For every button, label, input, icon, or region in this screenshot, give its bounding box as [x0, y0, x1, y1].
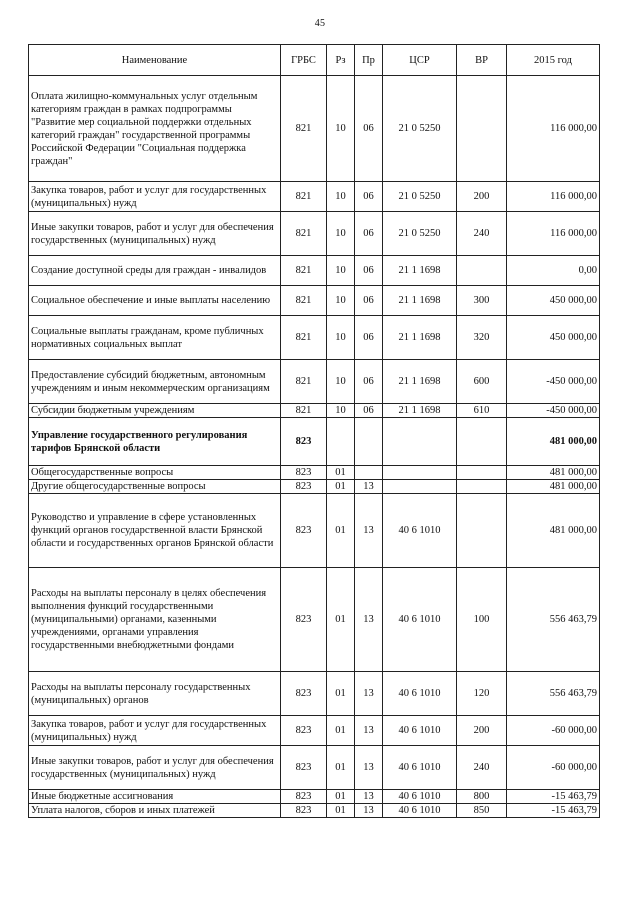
- cell-pr: 06: [355, 404, 383, 418]
- table-row: [29, 790, 600, 804]
- cell-pr: 13: [355, 804, 383, 818]
- cell-rz: 10: [327, 182, 355, 212]
- table-row: [29, 466, 600, 480]
- cell-pr: [355, 418, 383, 466]
- table-row: [29, 404, 600, 418]
- cell-vr: 850: [457, 804, 507, 818]
- cell-csr: 21 1 1698: [383, 360, 457, 404]
- header-year: 2015 год: [507, 45, 600, 76]
- cell-pr: 06: [355, 316, 383, 360]
- cell-csr: [383, 480, 457, 494]
- cell-grbs: 821: [281, 360, 327, 404]
- table-row: [29, 746, 600, 790]
- cell-grbs: 823: [281, 480, 327, 494]
- cell-rz: 10: [327, 256, 355, 286]
- cell-name: Субсидии бюджетным учреждениям: [29, 404, 281, 418]
- budget-table: [28, 44, 600, 818]
- cell-amount: 481 000,00: [507, 418, 600, 466]
- cell-grbs: 821: [281, 182, 327, 212]
- cell-grbs: 823: [281, 716, 327, 746]
- cell-name: Руководство и управление в сфере установленных функций органов государственной власти Брянской области и государственных органов Брянской области: [29, 494, 281, 568]
- cell-vr: [457, 466, 507, 480]
- table-row: [29, 286, 600, 316]
- cell-name: Социальные выплаты гражданам, кроме публичных нормативных социальных выплат: [29, 316, 281, 360]
- cell-grbs: 821: [281, 286, 327, 316]
- cell-vr: 800: [457, 790, 507, 804]
- cell-amount: 450 000,00: [507, 316, 600, 360]
- cell-name: Общегосударственные вопросы: [29, 466, 281, 480]
- table-row: [29, 76, 600, 182]
- cell-grbs: 823: [281, 804, 327, 818]
- cell-amount: 481 000,00: [507, 494, 600, 568]
- cell-grbs: 823: [281, 494, 327, 568]
- cell-pr: 06: [355, 360, 383, 404]
- cell-amount: 556 463,79: [507, 672, 600, 716]
- table-body: [29, 76, 600, 818]
- cell-name: Закупка товаров, работ и услуг для государственных (муниципальных) нужд: [29, 182, 281, 212]
- cell-rz: [327, 418, 355, 466]
- cell-csr: 21 0 5250: [383, 182, 457, 212]
- cell-csr: [383, 466, 457, 480]
- cell-csr: 21 0 5250: [383, 76, 457, 182]
- cell-rz: 01: [327, 466, 355, 480]
- cell-csr: 21 1 1698: [383, 256, 457, 286]
- cell-grbs: 821: [281, 256, 327, 286]
- cell-name: Оплата жилищно-коммунальных услуг отдельным категориям граждан в рамках подпрограммы "Развитие мер социальной поддержки отдельных категорий граждан" государственной программы Российской Федерации "Социальная поддержка граждан": [29, 76, 281, 182]
- cell-name: Предоставление субсидий бюджетным, автономным учреждениям и иным некоммерческим организациям: [29, 360, 281, 404]
- table-row: [29, 418, 600, 466]
- cell-name: Иные бюджетные ассигнования: [29, 790, 281, 804]
- header-csr: ЦСР: [383, 45, 457, 76]
- cell-vr: 610: [457, 404, 507, 418]
- header-vr: ВР: [457, 45, 507, 76]
- cell-pr: 06: [355, 182, 383, 212]
- cell-name: Иные закупки товаров, работ и услуг для обеспечения государственных (муниципальных) нужд: [29, 746, 281, 790]
- cell-rz: 10: [327, 212, 355, 256]
- header-row: [29, 45, 600, 76]
- page-number: 45: [314, 18, 326, 29]
- cell-grbs: 821: [281, 76, 327, 182]
- cell-rz: 01: [327, 480, 355, 494]
- cell-pr: 13: [355, 746, 383, 790]
- cell-grbs: 823: [281, 672, 327, 716]
- cell-csr: 21 0 5250: [383, 212, 457, 256]
- cell-pr: 13: [355, 672, 383, 716]
- table-row: [29, 672, 600, 716]
- cell-amount: 116 000,00: [507, 182, 600, 212]
- cell-vr: [457, 480, 507, 494]
- cell-rz: 10: [327, 286, 355, 316]
- cell-rz: 01: [327, 494, 355, 568]
- cell-amount: -15 463,79: [507, 790, 600, 804]
- cell-pr: 06: [355, 212, 383, 256]
- cell-amount: -15 463,79: [507, 804, 600, 818]
- cell-name: Иные закупки товаров, работ и услуг для обеспечения государственных (муниципальных) нужд: [29, 212, 281, 256]
- table-row: [29, 182, 600, 212]
- cell-vr: 100: [457, 568, 507, 672]
- cell-csr: 21 1 1698: [383, 404, 457, 418]
- cell-pr: 13: [355, 568, 383, 672]
- cell-pr: 13: [355, 480, 383, 494]
- cell-rz: 01: [327, 746, 355, 790]
- cell-pr: 06: [355, 286, 383, 316]
- cell-name: Закупка товаров, работ и услуг для государственных (муниципальных) нужд: [29, 716, 281, 746]
- cell-amount: 116 000,00: [507, 76, 600, 182]
- cell-csr: 40 6 1010: [383, 672, 457, 716]
- cell-vr: [457, 494, 507, 568]
- cell-csr: 21 1 1698: [383, 286, 457, 316]
- cell-name: Расходы на выплаты персоналу государственных (муниципальных) органов: [29, 672, 281, 716]
- cell-amount: 450 000,00: [507, 286, 600, 316]
- table-row: [29, 494, 600, 568]
- table-row: [29, 568, 600, 672]
- cell-amount: 481 000,00: [507, 480, 600, 494]
- cell-name: Управление государственного регулирования тарифов Брянской области: [29, 418, 281, 466]
- header-name: Наименование: [29, 45, 281, 76]
- cell-amount: -60 000,00: [507, 716, 600, 746]
- cell-grbs: 823: [281, 418, 327, 466]
- cell-name: Уплата налогов, сборов и иных платежей: [29, 804, 281, 818]
- cell-vr: 240: [457, 746, 507, 790]
- header-grbs: ГРБС: [281, 45, 327, 76]
- cell-grbs: 823: [281, 746, 327, 790]
- cell-amount: -60 000,00: [507, 746, 600, 790]
- table-row: [29, 360, 600, 404]
- cell-pr: 13: [355, 716, 383, 746]
- cell-csr: 40 6 1010: [383, 568, 457, 672]
- cell-rz: 10: [327, 316, 355, 360]
- table-row: [29, 316, 600, 360]
- cell-vr: 320: [457, 316, 507, 360]
- cell-rz: 01: [327, 804, 355, 818]
- cell-grbs: 823: [281, 790, 327, 804]
- header-pr: Пр: [355, 45, 383, 76]
- cell-pr: 06: [355, 256, 383, 286]
- cell-grbs: 821: [281, 316, 327, 360]
- cell-rz: 10: [327, 76, 355, 182]
- table-row: [29, 212, 600, 256]
- cell-amount: -450 000,00: [507, 360, 600, 404]
- cell-vr: [457, 418, 507, 466]
- cell-vr: [457, 256, 507, 286]
- cell-csr: 40 6 1010: [383, 716, 457, 746]
- cell-name: Другие общегосударственные вопросы: [29, 480, 281, 494]
- cell-pr: [355, 466, 383, 480]
- cell-rz: 01: [327, 716, 355, 746]
- cell-amount: 481 000,00: [507, 466, 600, 480]
- cell-vr: 600: [457, 360, 507, 404]
- cell-csr: 21 1 1698: [383, 316, 457, 360]
- cell-amount: 116 000,00: [507, 212, 600, 256]
- cell-csr: 40 6 1010: [383, 494, 457, 568]
- cell-vr: 120: [457, 672, 507, 716]
- cell-name: Расходы на выплаты персоналу в целях обеспечения выполнения функций государственными (муниципальными) органами, казенными учреждениями, органами управления государственными внебюджетными фондами: [29, 568, 281, 672]
- cell-vr: 200: [457, 716, 507, 746]
- cell-csr: [383, 418, 457, 466]
- table-row: [29, 480, 600, 494]
- cell-rz: 01: [327, 790, 355, 804]
- cell-csr: 40 6 1010: [383, 790, 457, 804]
- cell-rz: 01: [327, 568, 355, 672]
- cell-vr: [457, 76, 507, 182]
- cell-grbs: 823: [281, 568, 327, 672]
- cell-grbs: 821: [281, 212, 327, 256]
- cell-pr: 13: [355, 790, 383, 804]
- cell-amount: 0,00: [507, 256, 600, 286]
- cell-grbs: 823: [281, 466, 327, 480]
- cell-vr: 240: [457, 212, 507, 256]
- cell-vr: 200: [457, 182, 507, 212]
- table-row: [29, 804, 600, 818]
- header-rz: Рз: [327, 45, 355, 76]
- cell-csr: 40 6 1010: [383, 804, 457, 818]
- cell-rz: 01: [327, 672, 355, 716]
- cell-grbs: 821: [281, 404, 327, 418]
- table-row: [29, 256, 600, 286]
- cell-rz: 10: [327, 360, 355, 404]
- cell-pr: 13: [355, 494, 383, 568]
- cell-pr: 06: [355, 76, 383, 182]
- cell-csr: 40 6 1010: [383, 746, 457, 790]
- cell-vr: 300: [457, 286, 507, 316]
- cell-amount: -450 000,00: [507, 404, 600, 418]
- cell-name: Создание доступной среды для граждан - инвалидов: [29, 256, 281, 286]
- cell-amount: 556 463,79: [507, 568, 600, 672]
- cell-name: Социальное обеспечение и иные выплаты населению: [29, 286, 281, 316]
- table-row: [29, 716, 600, 746]
- cell-rz: 10: [327, 404, 355, 418]
